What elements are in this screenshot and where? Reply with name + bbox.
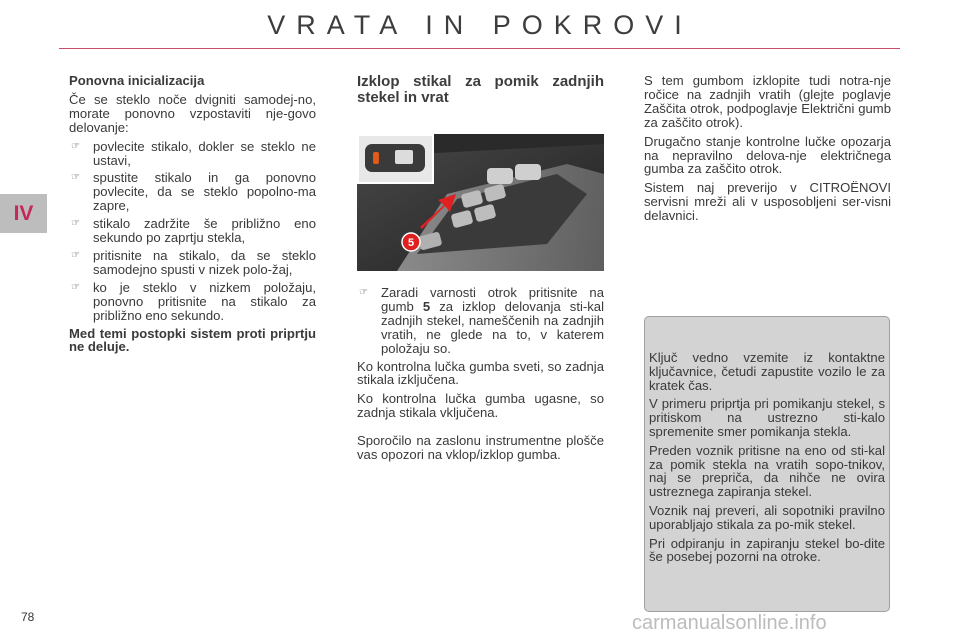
pointing-hand-icon: ☞ bbox=[71, 218, 80, 230]
note-paragraph: Preden voznik pritisne na eno od sti-kal za pomik stekla na vratih sopo-tnikov, naj se prepriča, da nihče ne ovira ustreznega zapiranja stekel. bbox=[649, 442, 885, 500]
note-paragraph: Voznik naj preveri, ali sopotniki pravilno uporabljajo stikala za po-mik stekel. bbox=[649, 502, 885, 532]
paragraph: S tem gumbom izklopite tudi notra-nje ročice na zadnjih vratih (glejte poglavje Zaščita otrok, podpoglavje Električni gumb za zaščito otrok). bbox=[644, 73, 891, 130]
watermark: carmanualsonline.info bbox=[632, 612, 827, 634]
list-item bbox=[357, 286, 604, 356]
list-item: ☞ spustite stikalo in ga ponovno povlecite, da se steklo popolno-ma zapre, bbox=[71, 170, 316, 214]
pointing-hand-icon: ☞ bbox=[71, 281, 80, 293]
note-paragraph: V primeru priprtja pri pomikanju stekel, s pritiskom na ustrezno sti-kalo spremenite smer pomikanja stekla. bbox=[649, 396, 885, 439]
section-subtitle: Ponovna inicializacija bbox=[69, 73, 205, 88]
list-item: ☞ stikalo zadržite še približno eno sekundo po zaprtju stekla, bbox=[71, 216, 316, 246]
paragraph: Ko kontrolna lučka gumba ugasne, so zadnja stikala vključena. bbox=[357, 391, 604, 421]
middle-column bbox=[357, 286, 604, 467]
pointing-hand-icon: ☞ bbox=[71, 140, 80, 152]
button-reference-number: 5 bbox=[422, 298, 431, 314]
note-paragraph: Ključ vedno vzemite iz kontaktne ključavnice, četudi zapustite vozilo le za kratek čas. bbox=[649, 350, 885, 393]
paragraph: Sporočilo na zaslonu instrumentne plošče vas opozori na vklop/izklop gumba. bbox=[357, 433, 604, 463]
list-item: ☞ ko je steklo v nizkem položaju, ponovno pritisnite na stikalo za približno eno sekundo. bbox=[71, 279, 316, 323]
window-switch-panel-image bbox=[357, 134, 604, 271]
note-paragraph: Pri odpiranju in zapiranju stekel bo-dite še posebej pozorni na otroke. bbox=[649, 535, 885, 565]
paragraph: Drugačno stanje kontrolne lučke opozarja na nepravilno delova-nje električnega gumba za zaščito otrok. bbox=[644, 133, 891, 177]
right-column bbox=[644, 74, 891, 228]
middle-heading-block bbox=[357, 74, 604, 111]
intro-paragraph: Če se steklo noče dvigniti samodej-no, morate ponovno vzpostaviti nje-govo delovanje: bbox=[69, 91, 316, 135]
paragraph: Sistem naj preverijo v CITROËNOVI servisni mreži ali v usposobljeni ser-visni delavnici. bbox=[644, 180, 891, 224]
pointing-hand-icon: ☞ bbox=[71, 249, 80, 261]
header-divider bbox=[59, 48, 900, 49]
chapter-tab: IV bbox=[0, 194, 47, 233]
list-item: ☞ povlecite stikalo, dokler se steklo ne ustavi, bbox=[71, 138, 316, 168]
paragraph: Ko kontrolna lučka gumba sveti, so zadnja stikala izključena. bbox=[357, 358, 604, 388]
callout-number-label: 5 bbox=[407, 237, 415, 249]
page-title: VRATA IN POKROVI bbox=[267, 10, 693, 40]
left-column bbox=[69, 74, 316, 359]
bullet-rest-text: za izklop delovanja sti-kal zadnjih stekel, nameščenih na zadnjih vratih, ne glede na to, v katerem položaju so. bbox=[381, 298, 604, 356]
page-number: 78 bbox=[21, 610, 35, 624]
section-heading: Izklop stikal za pomik zadnjih stekel in vrat bbox=[357, 73, 604, 106]
bullet-lead-text: Zaradi varnosti otrok pritisnite na gumb bbox=[381, 285, 604, 314]
pointing-hand-icon: ☞ bbox=[359, 287, 368, 298]
note-box-text bbox=[649, 351, 885, 569]
pointing-hand-icon: ☞ bbox=[71, 172, 80, 184]
closing-note: Med temi postopki sistem proti priprtju ne deluje. bbox=[69, 325, 316, 355]
list-item: ☞ pritisnite na stikalo, da se steklo samodejno spusti v nizek polo-žaj, bbox=[71, 247, 316, 277]
